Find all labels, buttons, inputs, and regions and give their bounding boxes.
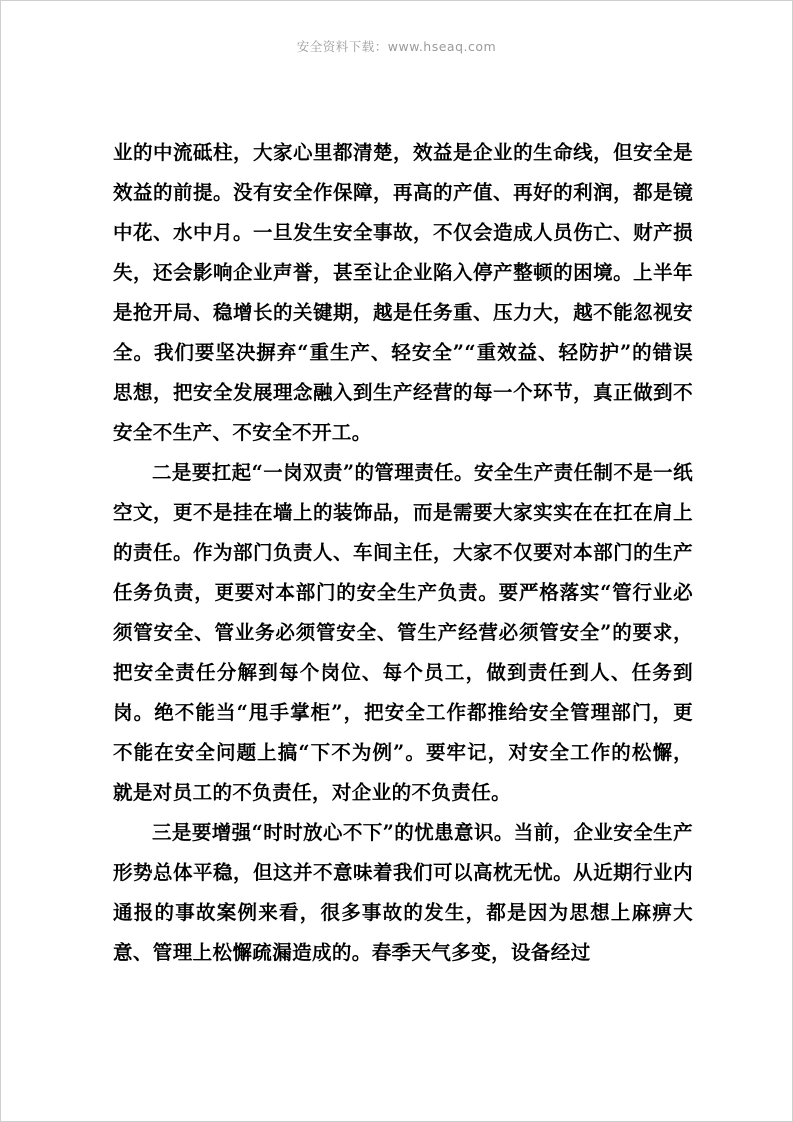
- paragraph-2-lead: 二是: [152, 461, 192, 484]
- paragraph-3: [113, 813, 693, 973]
- paragraph-2: [113, 453, 693, 813]
- document-body: [113, 133, 693, 973]
- paragraph-1: [113, 133, 693, 453]
- paragraph-2-text: 要扛起“一岗双责”的管理责任。安全生产责任制不是一纸空文，更不是挂在墙上的装饰品，而是需要大家实实在在扛在肩上的责任。作为部门负责人、车间主任，大家不仅要对本部门的生产任务负责，更要对本部门的安全生产负责。要严格落实“管行业必须管安全、管业务必须管安全、管生产经营必须管安全”的要求，把安全责任分解到每个岗位、每个员工，做到责任到人、任务到岗。绝不能当“甩手掌柜”，把安全工作都推给安全管理部门，更不能在安全问题上搞“下不为例”。要牢记，对安全工作的松懈，就是对员工的不负责任，对企业的不负责任。: [113, 461, 693, 804]
- watermark-text: 安全资料下载：www.hseaq.com: [296, 39, 497, 54]
- paragraph-3-lead: 三是: [152, 821, 192, 844]
- paragraph-3-text: 要增强“时时放心不下”的忧患意识。当前，企业安全生产形势总体平稳，但这并不意味着我们可以高枕无忧。从近期行业内通报的事故案例来看，很多事故的发生，都是因为思想上麻痹大意、管理上松懈疏漏造成的。春季天气多变，设备经过: [113, 821, 693, 964]
- paragraph-1-text: 业的中流砥柱，大家心里都清楚，效益是企业的生命线，但安全是效益的前提。没有安全作保障，再高的产值、再好的利润，都是镜中花、水中月。一旦发生安全事故，不仅会造成人员伤亡、财产损失，还会影响企业声誉，甚至让企业陷入停产整顿的困境。上半年是抢开局、稳增长的关键期，越是任务重、压力大，越不能忽视安全。我们要坚决摒弃“重生产、轻安全”“重效益、轻防护”的错误思想，把安全发展理念融入到生产经营的每一个环节，真正做到不安全不生产、不安全不开工。: [113, 141, 693, 444]
